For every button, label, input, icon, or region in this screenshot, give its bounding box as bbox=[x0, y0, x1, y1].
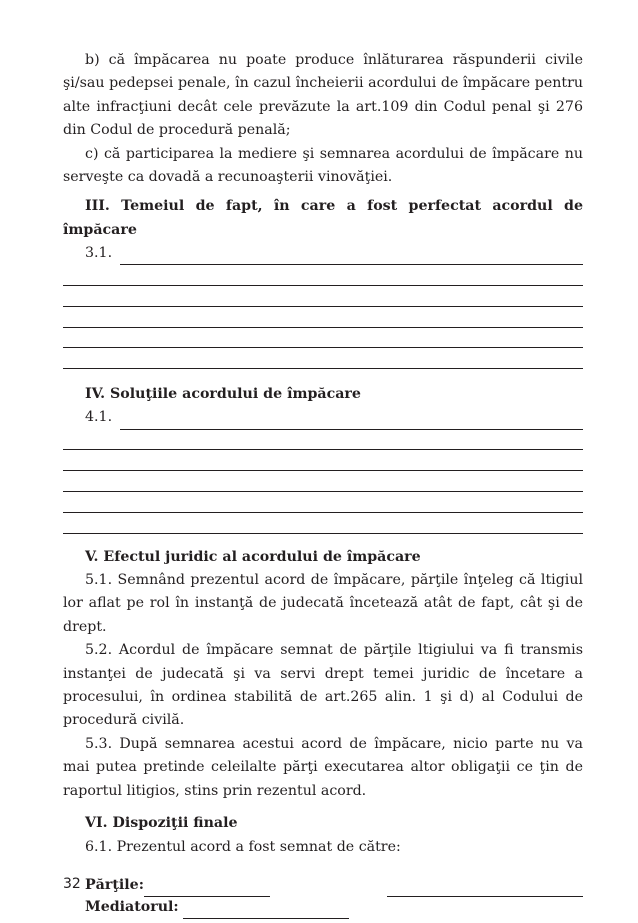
section-4-item-line[interactable] bbox=[63, 410, 583, 430]
section-5-heading: V. Efectul juridic al acordului de împăcare bbox=[85, 548, 421, 565]
parties-signature-row bbox=[63, 875, 583, 897]
page-number: 32 bbox=[63, 876, 81, 892]
paragraph-5-1: 5.1. Semnând prezentul acord de împăcare, părţile înţeleg că ltigiul lor aflat pe rol în instanţă de judecată încetează atât de fapt, cât şi de drept. bbox=[63, 572, 583, 635]
mediator-signature-field[interactable] bbox=[183, 903, 349, 919]
blank-line[interactable] bbox=[63, 328, 583, 349]
mediator-label: Mediatorul: bbox=[85, 898, 179, 915]
paragraph-6-1: 6.1. Prezentul acord a fost semnat de către: bbox=[85, 838, 401, 855]
blank-line[interactable] bbox=[63, 265, 583, 286]
parties-label: Părţile: bbox=[85, 876, 144, 893]
blank-line[interactable] bbox=[63, 348, 583, 369]
section-3-heading: III. Temeiul de fapt, în care a fost perfectat acordul de împăcare bbox=[63, 198, 583, 238]
blank-line[interactable] bbox=[63, 286, 583, 307]
section-4-heading: IV. Soluţiile acordului de împăcare bbox=[85, 386, 361, 403]
blank-line[interactable] bbox=[63, 430, 583, 451]
section-6-heading: VI. Dispoziţii finale bbox=[85, 815, 238, 832]
mediator-signature-row bbox=[63, 897, 583, 919]
section-3-item-line[interactable] bbox=[63, 245, 583, 265]
clause-b: b) că împăcarea nu poate produce înlăturarea răspunderii civile şi/sau pedepsei penale, în cazul încheierii acordului de împăcare pentru alte infracţiuni decât cele prevăzute la art.109 din Codul penal şi 276 din Codul de procedură penală; bbox=[63, 52, 583, 139]
second-party-signature-field[interactable] bbox=[387, 881, 583, 897]
blank-line[interactable] bbox=[63, 492, 583, 513]
paragraph-5-2: 5.2. Acordul de împăcare semnat de părţile ltigiului va fi transmis instanţei de judecată şi va servi drept temei juridic de încetare a procesului, în ordinea stabilită de art.265 alin. 1 şi d) al Codului de procedură civilă. bbox=[63, 642, 583, 729]
blank-line[interactable] bbox=[63, 513, 583, 534]
paragraph-5-3: 5.3. După semnarea acestui acord de împăcare, nicio parte nu va mai putea pretinde celeilalte părţi executarea altor obligaţii ce ţin de raportul litigios, stins prin rezentul acord. bbox=[63, 735, 583, 799]
blank-line bbox=[120, 413, 583, 430]
section-3-item-number: 3.1. bbox=[85, 244, 113, 261]
parties-signature-field[interactable] bbox=[144, 881, 270, 897]
clause-c: c) că participarea la mediere şi semnarea acordului de împăcare nu serveşte ca dovadă a recunoaşterii vinovăţiei. bbox=[63, 145, 583, 186]
blank-line[interactable] bbox=[63, 307, 583, 328]
blank-line[interactable] bbox=[63, 450, 583, 471]
document-page bbox=[63, 49, 583, 919]
blank-line[interactable] bbox=[63, 471, 583, 492]
section-4-item-number: 4.1. bbox=[85, 409, 113, 426]
blank-line bbox=[120, 248, 583, 265]
